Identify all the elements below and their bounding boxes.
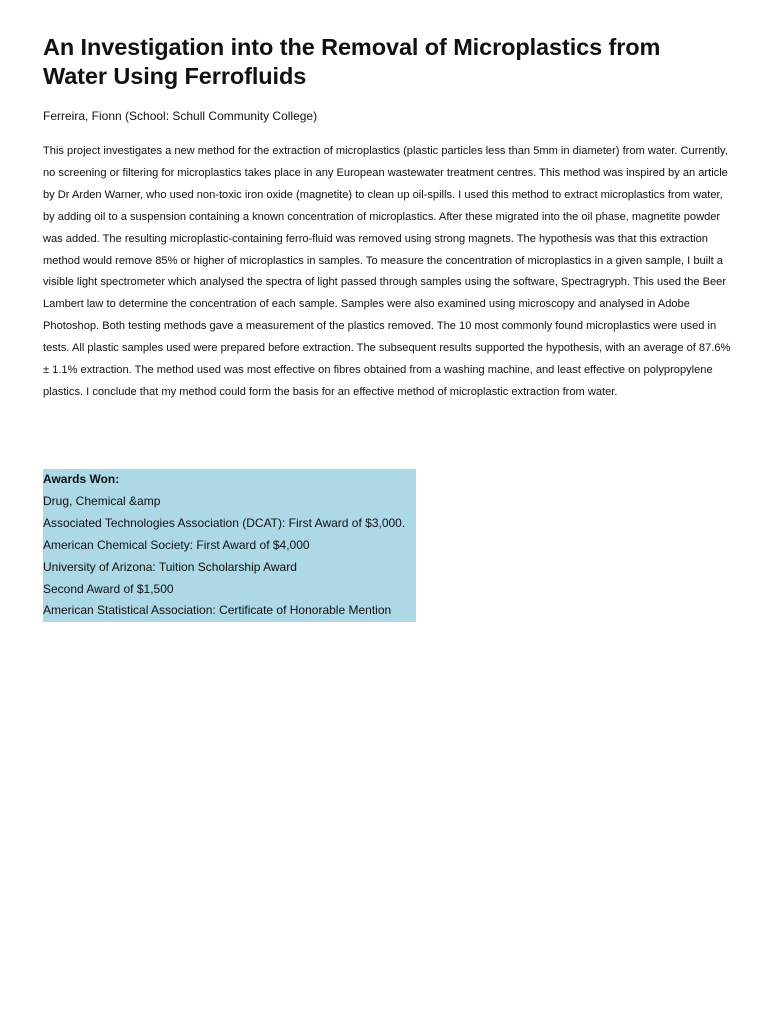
award-item: Drug, Chemical &amp <box>43 493 161 508</box>
abstract-text: This project investigates a new method for the extraction of microplastics (plastic particles less than 5mm in diameter) from water. Currently, no screening or filtering for microplastics takes place in any European wastewater treatment centres. This method was inspired by an article by Dr Arden Warner, who used non-toxic iron oxide (magnetite) to clean up oil-spills. I used this method to extract microplastics from water, by adding oil to a suspension containing a known concentration of microplastics. After these migrated into the oil phase, magnetite powder was added. The resulting microplastic-containing ferro-fluid was removed using strong magnets. The hypothesis was that this extraction method would remove 85% or higher of microplastics in samples. To measure the concentration of microplastics in a given sample, I built a visible light spectrometer which analysed the spectra of light passed through samples using the software, Spectragryph. This used the Beer Lambert law to determine the concentration of each sample. Samples were also examined using microscopy and analysed in Adobe Photoshop. Both testing methods gave a measurement of the plastics removed. The 10 most commonly found microplastics were used in tests. All plastic samples used were prepared before extraction. The subsequent results supported the hypothesis, with an average of 87.6% ± 1.1% extraction. The method used was most effective on fibres obtained from a washing machine, and least effective on polypropylene plastics. I conclude that my method could form the basis for an effective method of microplastic extraction from water. <box>43 145 731 398</box>
award-item: University of Arizona: Tuition Scholarship Award <box>43 559 297 574</box>
document-page <box>43 33 731 618</box>
awards-box <box>43 469 416 622</box>
award-item: American Chemical Society: First Award of $4,000 <box>43 537 310 552</box>
author-line: Ferreira, Fionn (School: Schull Community College) <box>43 109 318 123</box>
awards-heading: Awards Won: <box>43 472 120 486</box>
award-item: Associated Technologies Association (DCAT): First Award of $3,000. <box>43 515 406 530</box>
document-title: An Investigation into the Removal of Microplastics from Water Using Ferrofluids <box>43 34 661 89</box>
award-item: Second Award of $1,500 <box>43 581 174 596</box>
award-item: American Statistical Association: Certificate of Honorable Mention <box>43 603 392 618</box>
